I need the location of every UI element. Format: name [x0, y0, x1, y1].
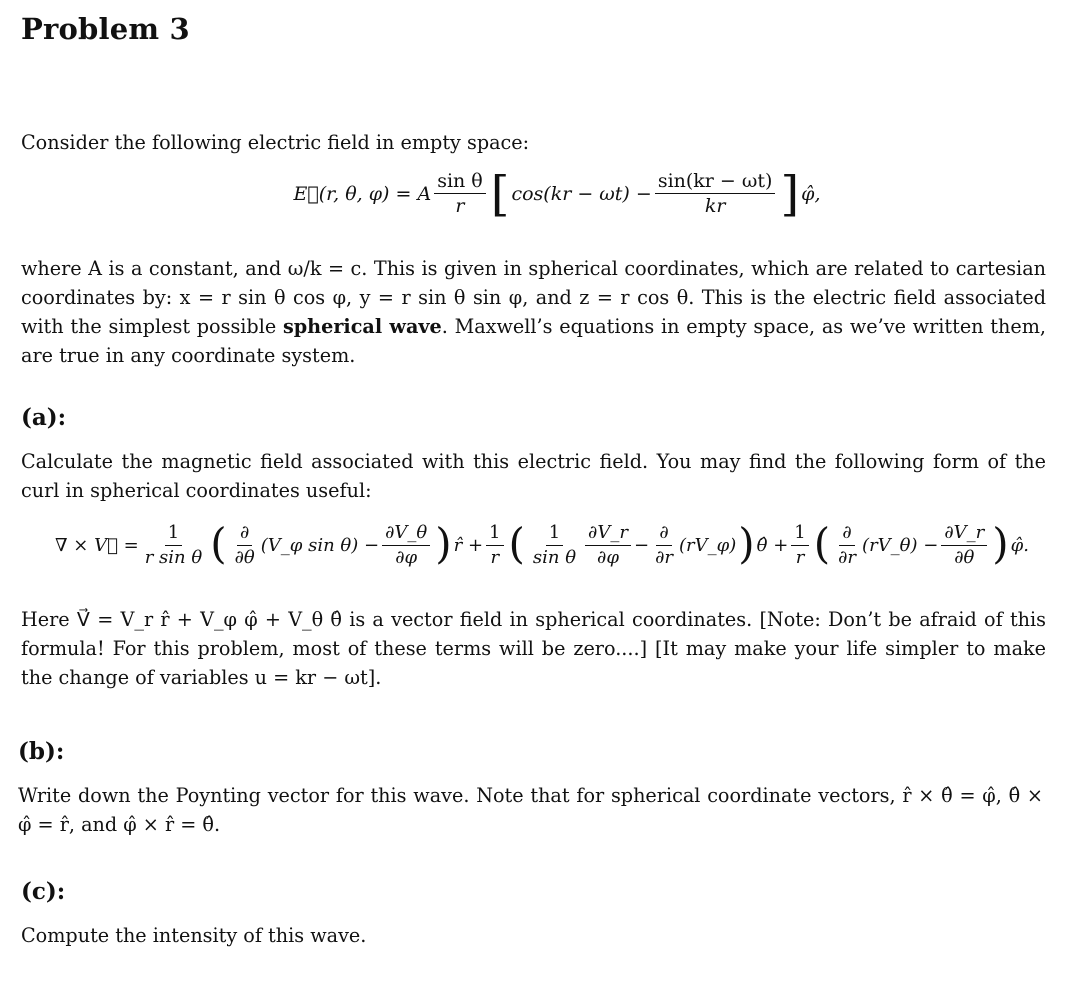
part-c-label: (c):: [21, 878, 66, 905]
vector-field-note: Here V⃗ = V_r r̂ + V_φ φ̂ + V_θ θ̂ is a vector field in spherical coordinates. [Note: Don’t be afraid of this formula! For this problem, most of these terms will be zero....] [It may make your life simpler to make the change of variables u = kr − ωt].: [21, 608, 1046, 689]
eq1-lhs: E⃗(r, θ, φ) = A: [293, 182, 432, 205]
curl-equation: ∇ × V⃗ = $\frac{1}{\text{r sin θ}}$ ( $\frac{\partial}{\partial\theta}$ (V_φ sin θ) − $\frac{\partial V\_\theta}{\partial\varphi}$ ) r̂ + $\frac{1}{r}$ ( $\frac{1}{\text{sin θ}}$ $\frac{\partial V\_r}{\partial\varphi}$ − $\frac{\partial}{\partial r}$ (rV_φ) ) θ̂ + $\frac{1}{r}$ ( $\frac{\partial}{\partial r}$ (rV_θ) − $\frac{\partial V\_r}{\partial\theta}$ ) φ̂.: [55, 518, 1029, 568]
eq1-frac1: $\frac{\text{sin θ}}{r}$: [434, 170, 486, 217]
spherical-wave-term: spherical wave: [282, 315, 442, 338]
open-bracket: [: [490, 165, 510, 222]
eq1-frac2: $\frac{\sin(kr - \omega t)}{kr}$: [655, 170, 776, 217]
intro-text: Consider the following electric field in empty space:: [21, 131, 530, 154]
curl-lhs: ∇ × V⃗ =: [55, 535, 139, 556]
part-b-label: (b):: [18, 738, 65, 765]
description-paragraph: where A is a constant, and ω/k = c. This is given in spherical coordinates, which are related to cartesian coordinates by: x = r sin θ cos φ, y = r sin θ sin φ, and z = r cos θ. This is the electric field associated with the simplest possible spherical wave. Maxwell’s equations in empty space, as we’ve written them, are true in any coordinate system.: [21, 257, 1046, 367]
problem-title: Problem 3: [21, 12, 190, 46]
eq1-tail: φ̂,: [801, 182, 821, 205]
part-a-label: (a):: [21, 404, 67, 431]
eq1-cos-term: cos(kr − ωt) −: [511, 182, 652, 205]
electric-field-equation: [0, 165, 1084, 222]
part-a-text: Calculate the magnetic field associated with this electric field. You may find the following form of the curl in spherical coordinates useful:: [21, 450, 1046, 502]
part-c-text: Compute the intensity of this wave.: [21, 924, 367, 947]
part-b-text: Write down the Poynting vector for this wave. Note that for spherical coordinate vectors, r̂ × θ̂ = φ̂, θ̂ × φ̂ = r̂, and φ̂ × r̂ = θ̂.: [18, 784, 1043, 836]
close-bracket: ]: [780, 165, 800, 222]
